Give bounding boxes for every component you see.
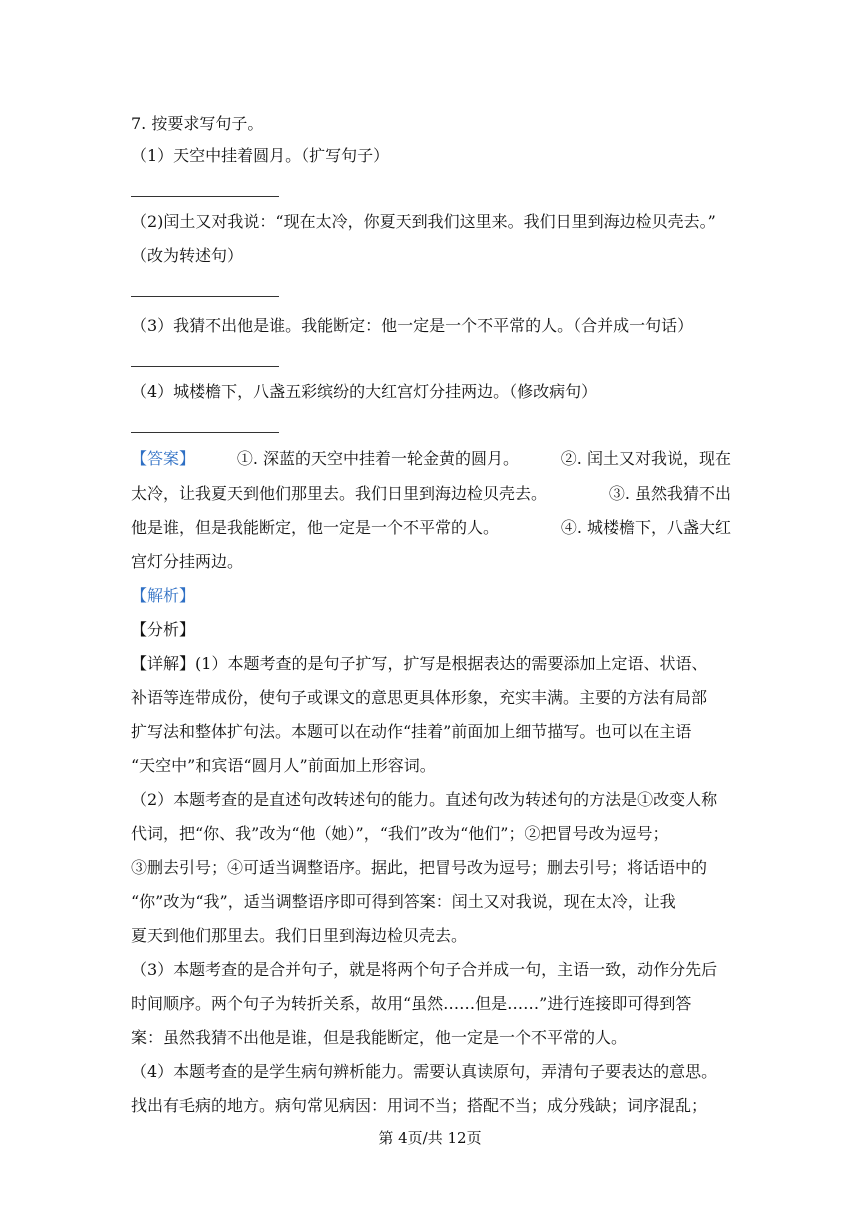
detail-line-13: （4）本题考查的是学生病句辨析能力。需要认真读原句，弄清句子要表达的意思。 (131, 1062, 718, 1081)
detail-text-1: (1）本题考查的是句子扩写，扩写是根据表达的需要添加上定语、状语、 (195, 654, 708, 673)
detail-line-9: 夏天到他们那里去。我们日里到海边检贝壳去。 (131, 926, 468, 945)
detail-line-12: 案：虽然我猜不出他是谁，但是我能断定，他一定是一个不平常的人。 (131, 1028, 628, 1047)
detail-line-2: 补语等连带成份，使句子或课文的意思更具体形象，充实丰满。主要的方法有局部 (131, 688, 708, 707)
answer-blank-1[interactable] (131, 196, 279, 197)
detail-line-11: 时间顺序。两个句子为转折关系，故用“虽然……但是……”进行连接即可得到答 (131, 994, 692, 1013)
answer-blank-3[interactable] (131, 366, 279, 367)
answer-4-tail: 宫灯分挂两边。 (131, 552, 244, 571)
page-number: 第 4页/共 12页 (378, 1129, 482, 1147)
question-item-2-text: （2)闰土又对我说：“现在太冷，你夏天到我们这里来。我们日里到海边检贝壳去。” (131, 212, 716, 231)
detail-line-14: 找出有毛病的地方。病句常见病因：用词不当；搭配不当；成分残缺；词序混乱； (131, 1096, 708, 1115)
detail-line-5: （2）本题考查的是直述句改转述句的能力。直述句改为转述句的方法是①改变人称 (131, 790, 718, 809)
detail-line-7: ③删去引号；④可适当调整语序。据此，把冒号改为逗号；删去引号；将话语中的 (131, 858, 708, 877)
question-item-1: （1）天空中挂着圆月。（扩写句子） (131, 146, 390, 165)
question-item-4: （4）城楼檐下，八盏五彩缤纷的大红宫灯分挂两边。（修改病句） (131, 382, 598, 401)
answer-label: 【答案】 (131, 449, 196, 468)
detail-line-3: 扩写法和整体扩句法。本题可以在动作“挂着”前面加上细节描写。也可以在主语 (131, 722, 692, 741)
question-title: 7. 按要求写句子。 (131, 114, 264, 133)
answer-1: ①. 深蓝的天空中挂着一轮金黄的圆月。 (236, 449, 519, 468)
answer-line-1 (131, 449, 731, 469)
answer-blank-4[interactable] (131, 432, 279, 433)
answer-4-head: ④. 城楼檐下，八盏大红 (560, 518, 731, 537)
detail-line-8: “你”改为“我”，适当调整语序即可得到答案：闰土又对我说，现在太冷，让我 (131, 892, 676, 911)
detail-line-10: （3）本题考查的是合并句子，就是将两个句子合并成一句，主语一致，动作分先后 (131, 960, 718, 979)
detail-line-1 (131, 654, 731, 674)
answer-3-head: ③. 虽然我猜不出 (608, 484, 731, 503)
answer-line-3 (131, 518, 731, 538)
question-item-2 (131, 212, 731, 232)
fenxi-label: 【分析】 (131, 620, 196, 639)
answer-blank-2[interactable] (131, 296, 279, 297)
answer-2-tail: 太冷，让我夏天到他们那里去。我们日里到海边检贝壳去。 (131, 484, 548, 503)
answer-3-tail: 他是谁，但是我能断定，他一定是一个不平常的人。 (131, 518, 500, 537)
detail-line-6: 代词，把“你、我”改为“他（她）”，“我们”改为“他们”；②把冒号改为逗号； (131, 824, 669, 843)
detail-label: 【详解】 (131, 654, 196, 673)
detail-line-4: “天空中”和宾语“圆月人”前面加上形容词。 (131, 756, 436, 775)
answer-2-head: ②. 闰土又对我说，现在 (560, 449, 731, 468)
analysis-label: 【解析】 (131, 586, 196, 605)
question-item-2-note: （改为转述句） (131, 246, 244, 265)
question-item-3: （3）我猜不出他是谁。我能断定：他一定是一个不平常的人。（合并成一句话） (131, 316, 694, 335)
answer-line-2 (131, 484, 731, 504)
